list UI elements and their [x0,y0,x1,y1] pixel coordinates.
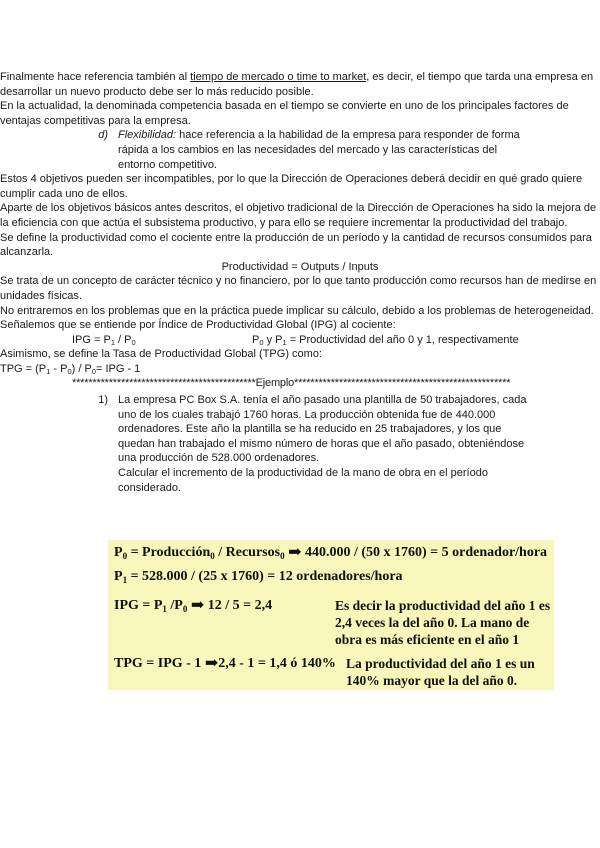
ipg-formula-line [72,333,534,348]
list-item-flexibility [72,128,534,172]
ipg-formula [72,333,252,348]
text-span: / Recursos [214,545,281,560]
text-span: 2,4 - 1 = 1,4 ó 140% [218,656,336,671]
text-span: = Productividad del año 0 y 1, respectivamente [286,333,519,346]
subscript: 1 [110,337,115,347]
tpg-calculation [114,655,336,672]
p1-calculation [114,568,403,585]
subscript: 0 [122,551,128,561]
flexibility-text [118,128,534,172]
subscript: 0 [210,551,215,561]
text-span: TPG = IPG - 1 [114,656,205,671]
example-question: Calcular el incremento de la productividad de la mano de obra en el período considerado. [118,467,488,494]
example-number: 1) [98,394,108,407]
arrow-right-icon: ➡ [190,597,205,614]
separator-stars: ********************************************* [72,377,256,390]
example-statement: La empresa PC Box S.A. tenía el año pasado una plantilla de 50 trabajadores, cada uno de los cuales trabajó 1760 horas. La producción obtenida fue de 440.000 ordenadores. Este año la plantilla se ha reducido en 25 trabajadores, y los que quedan han trabajado el mismo número de horas que el año pasado, obteniéndose una producción de 528.000 ordenadores. [118,394,527,465]
time-competition-paragraph: En la actualidad, la denominada competencia basada en el tiempo se convierte en uno de los principales factores de ventajas competitivas para la empresa. [0,100,569,127]
productivity-formula: Productividad = Outputs / Inputs [221,260,379,273]
text-span: P [252,333,260,346]
tpg-intro: Asimismo, se define la Tasa de Productividad Global (TPG) como: [0,348,322,361]
text-span: hace referencia a la habilidad de la empresa para responder de forma rápida a los cambios en las necesidades del mercado y las características del entorno competitivo. [118,129,520,171]
time-to-market-term: tiempo de mercado o time to market [190,71,367,83]
subscript: 0 [67,366,72,376]
arrow-right-icon: ➡ [204,655,219,672]
list-label: d) [98,129,108,142]
text-span: Finalmente hace referencia también al [0,71,191,83]
text-span: /P [166,598,183,613]
text-span: ) / P [71,362,92,375]
example-item [72,393,534,495]
efficiency-paragraph: Aparte de los objetivos básicos antes descritos, el objetivo tradicional de la Dirección de Operaciones ha sido la mejora de la eficiencia con que actúa el subsistema productivo, y para ello se requiere incrementar la productividad del trabajo. [0,202,597,229]
text-span: P [114,545,123,560]
subscript: 0 [182,604,188,614]
objectives-paragraph: Estos 4 objetivos pueden ser incompatibles, por lo que la Dirección de Operaciones deberá decidir en qué grado quiere cumplir cada uno de ellos. [0,173,583,200]
ipg-calculation [114,597,272,614]
example-body [118,393,534,495]
separator-stars: ***************************************************** [293,377,511,390]
p0-calculation [114,544,547,561]
arrow-right-icon: ➡ [288,544,302,561]
text-span: IPG = P [114,598,163,613]
text-span: , es decir, el tiempo que tarda una empresa en desarrollar un nuevo producto debe ser lo más reducido posible. [0,71,594,98]
subscript: 1 [162,604,167,614]
example-separator [72,376,536,391]
subscript: 1 [122,575,128,585]
ipg-legend [252,333,519,348]
solution-box [108,540,554,690]
subscript: 1 [282,337,287,347]
text-span: - P [50,362,68,375]
productivity-definition: Se define la productividad como el cociente entre la producción de un período y la cantidad de recursos consumidos para alcanzarla. [0,231,592,259]
subscript: 0 [259,337,264,347]
tpg-formula [0,362,600,377]
text-span: / P [115,333,132,346]
ipg-intro: Señalemos que se entiende por Índice de Productividad Global (IPG) al cociente: [0,319,396,332]
time-to-market-paragraph [0,70,600,99]
heterogeneity-paragraph: No entraremos en los problemas que en la práctica puede implicar su cálculo, debido a los problemas de heterogeneidad. [0,304,594,317]
flexibility-title: Flexibilidad: [118,129,177,142]
text-span: = 528.000 / (25 x 1760) = 12 ordenadores/hora [127,569,403,584]
text-span: TPG = (P [0,362,47,375]
text-span: P [114,569,123,584]
tpg-interpretation: La productividad del año 1 es un 140% mayor que la del año 0. [346,656,535,688]
text-span: 440.000 / (50 x 1760) = 5 ordenador/hora [301,545,548,560]
technical-concept-paragraph: Se trata de un concepto de carácter técnico y no financiero, por lo que tanto producción como recursos han de medirse en unidades físicas. [0,275,597,302]
ipg-interpretation: Es decir la productividad del año 1 es 2,4 veces la del año 0. La mano de obra es más eficiente en el año 1 [335,598,551,647]
subscript: 1 [46,366,51,376]
text-span: y P [263,333,283,346]
text-span: = Producción [127,545,211,560]
text-flow [0,70,600,495]
subscript: 0 [91,366,96,376]
text-span: IPG = P [72,333,111,346]
example-heading: Ejemplo [255,377,294,390]
text-span: 12 / 5 = 2,4 [204,598,273,613]
subscript: 0 [131,337,136,347]
subscript: 0 [280,551,285,561]
text-span: = IPG - 1 [95,362,141,375]
